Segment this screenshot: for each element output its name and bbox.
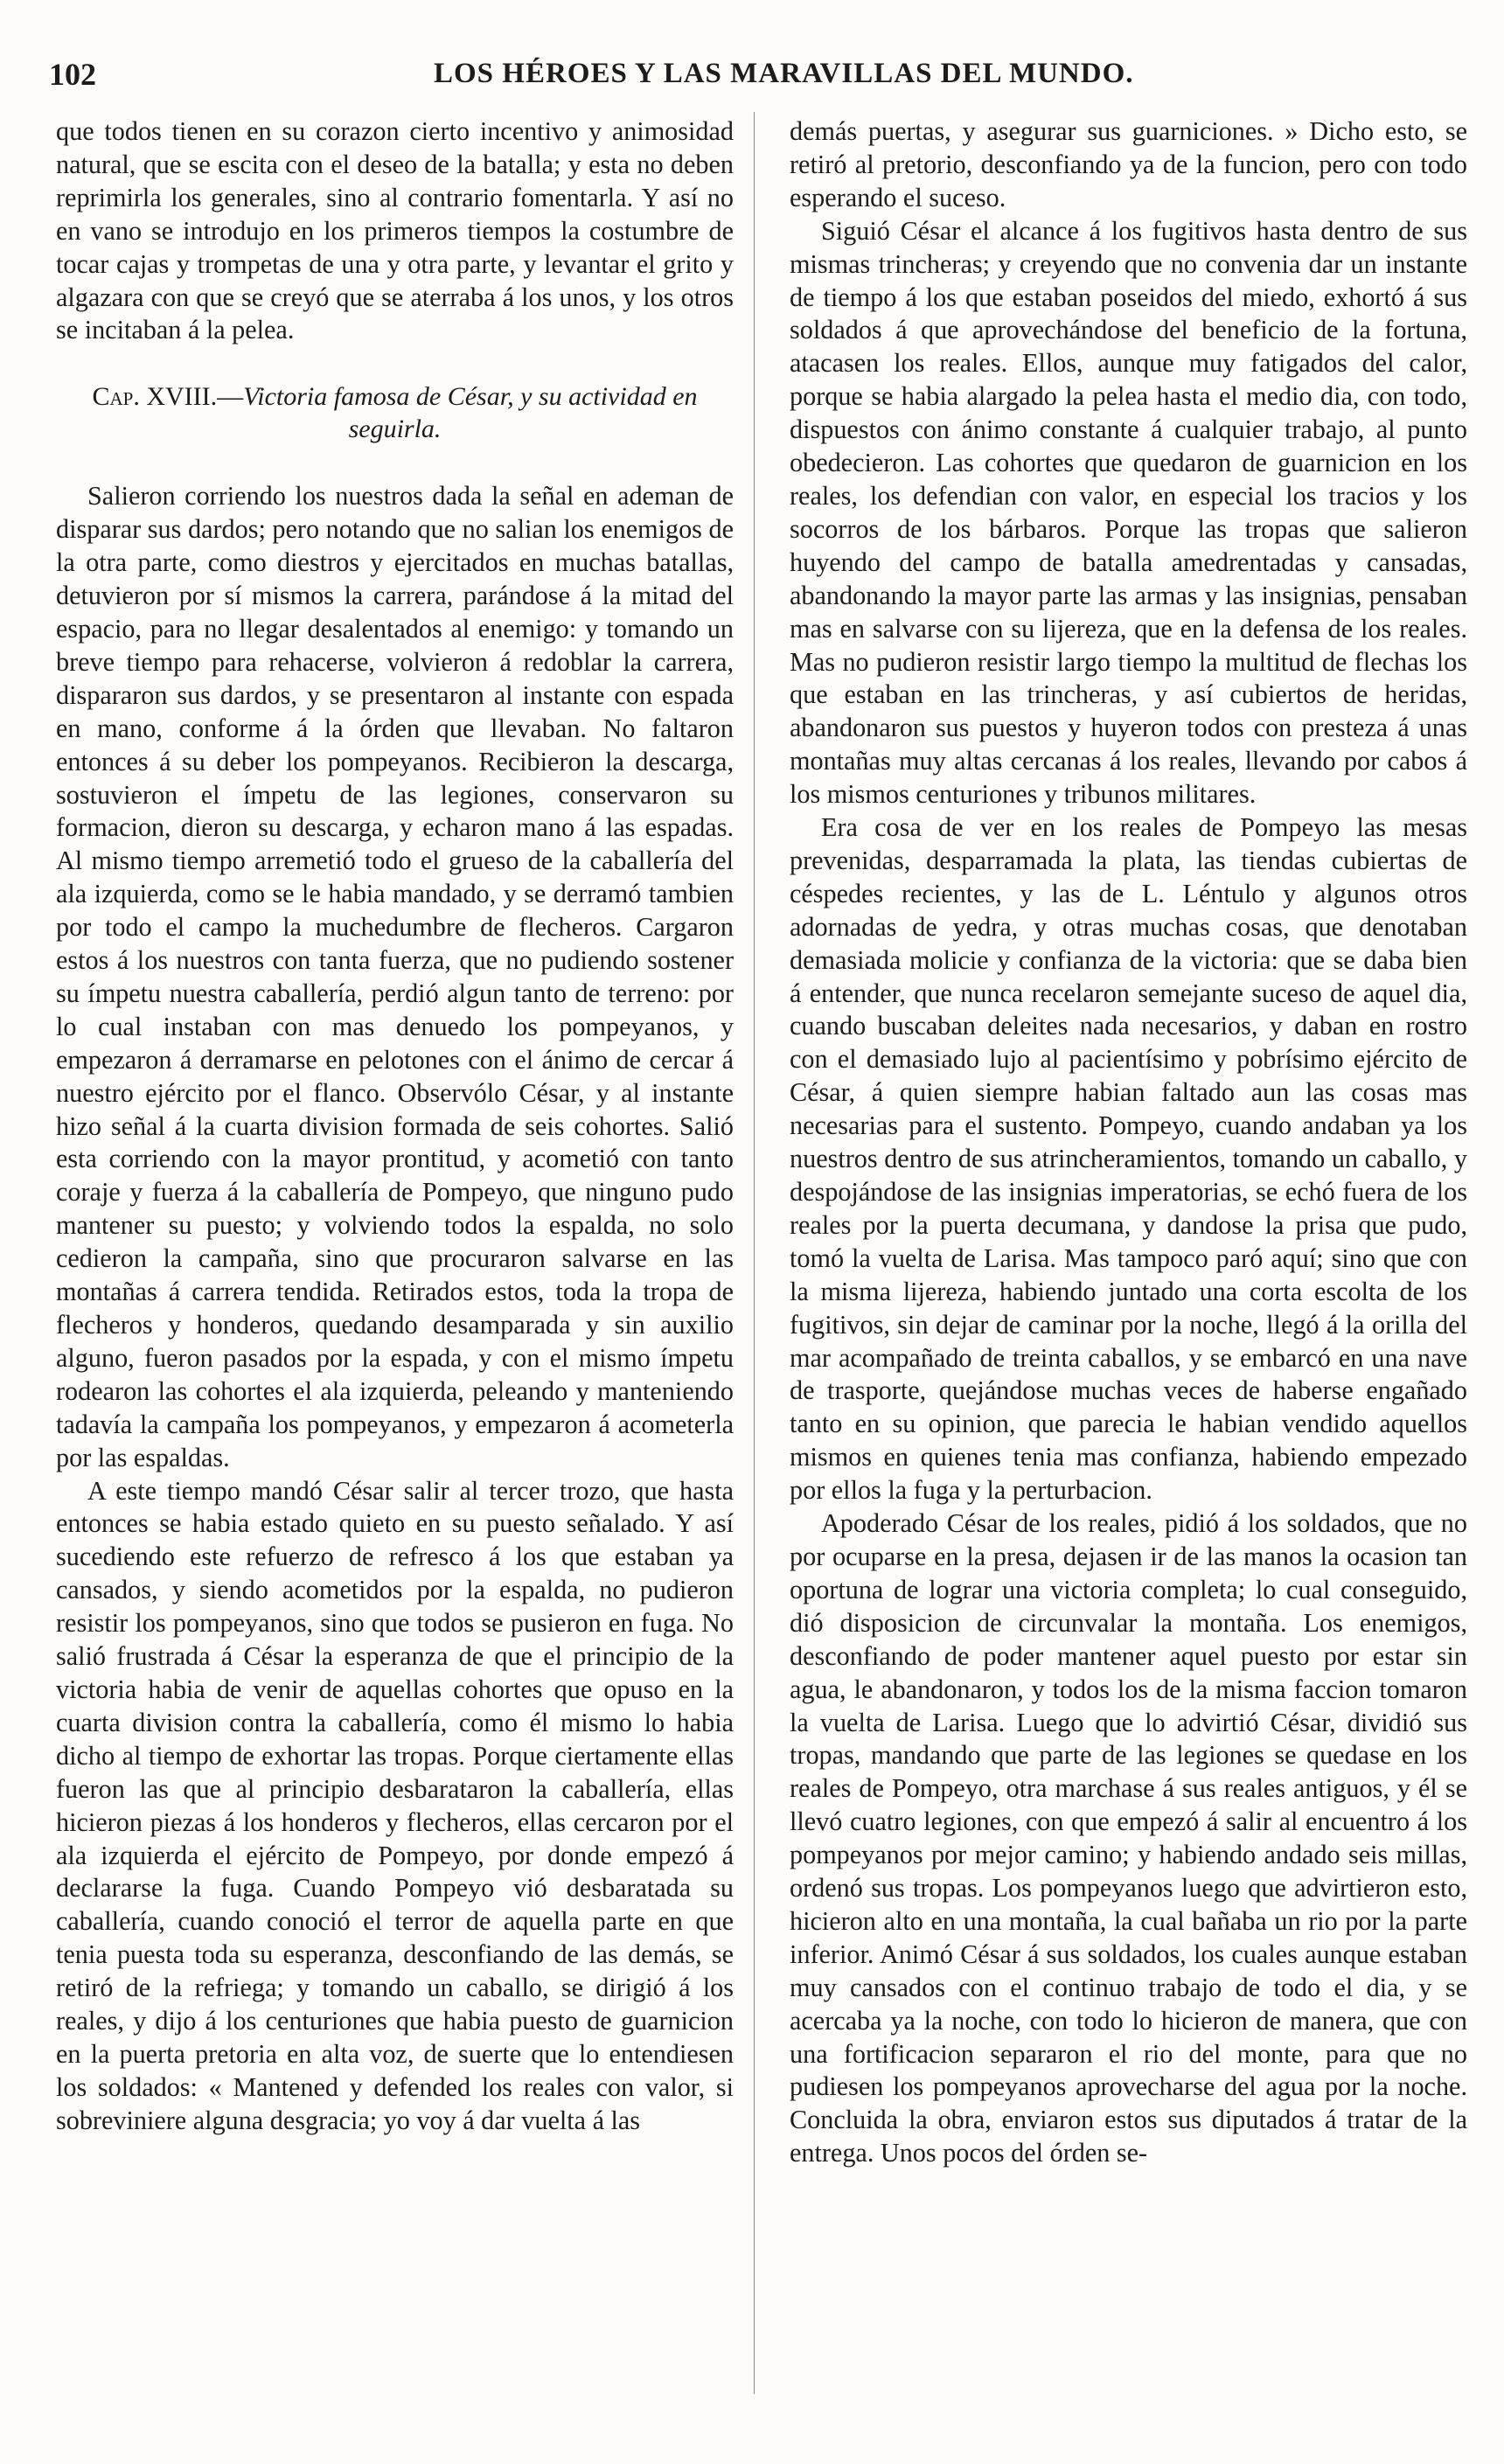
chapter-title: Victoria famosa de César, y su actividad en seguirla.	[243, 382, 698, 444]
right-column	[790, 115, 1467, 2170]
left-paragraph-2: Salieron corriendo los nuestros dada la señal en ademan de disparar sus dardos; pero notando que no salian los enemigos de la otra parte, como diestros y ejercitados en muchas batallas, detuvieron por sí mismos la carrera, parándose á la mitad del espacio, para no llegar desalentados al enemigo: y tomando un breve tiempo para rehacerse, volvieron á redoblar la carrera, dispararon sus dardos, y se presentaron al instante con espada en mano, conforme á la órden que llevaban. No faltaron entonces á su deber los pompeyanos. Recibieron la descarga, sostuvieron el ímpetu de las legiones, conservaron su formacion, dieron su descarga, y echaron mano á las espadas. Al mismo tiempo arremetió todo el grueso de la caballería del ala izquierda, como se le habia mandado, y se derramó tambien por todo el campo la muchedumbre de flecheros. Cargaron estos á los nuestros con tanta fuerza, que no pudiendo sostener su ímpetu nuestra caballería, perdió algun tanto de terreno: por lo cual instaban con mas denuedo los pompeyanos, y empezaron á derramarse en pelotones con el ánimo de cercar á nuestro ejército por el flanco. Observólo César, y al instante hizo señal á la cuarta division formada de seis cohortes. Salió esta corriendo con la mayor prontitud, y acometió con tanto coraje y fuerza á la caballería de Pompeyo, que ninguno pudo mantener su puesto; y volviendo todos la espalda, no solo cedieron la campaña, sino que procuraron salvarse en las montañas á carrera tendida. Retirados estos, toda la tropa de flecheros y honderos, quedando desamparada y sin auxilio alguno, fueron pasados por la espada, y con el mismo ímpetu rodearon las cohortes el ala izquierda, peleando y manteniendo tadavía la campaña los pompeyanos, y empezaron á acometerla por las espaldas.	[56, 481, 734, 1472]
page-number: 102	[49, 57, 96, 92]
left-paragraph-3: A este tiempo mandó César salir al tercer trozo, que hasta entonces se habia estado quieto en su puesto señalado. Y así sucediendo este refuerzo de refresco á los que estaban ya cansados, y siendo acometidos por la espalda, no pudieron resistir los pompeyanos, sino que todos se pusieron en fuga. No salió frustrada á César la esperanza de que el principio de la victoria habia de venir de aquellas cohortes que opuso en la cuarta division contra la caballería, como él mismo lo habia dicho al tiempo de exhortar las tropas. Porque ciertamente ellas fueron las que al principio desbarataron la caballería, ellas hicieron piezas á los honderos y flecheros, ellas cercaron por el ala izquierda el ejército de Pompeyo, por donde empezó á declararse la fuga. Cuando Pompeyo vió desbaratada su caballería, cuando conoció el terror de aquella parte en que tenia puesta toda su esperanza, desconfiando de las demás, se retiró de la refriega; y tomando un caballo, se dirigió á los reales, y dijo á los centuriones que habia puesto de guarnicion en la puerta pretoria en alta voz, de suerte que lo entendiesen los soldados: « Mantened y defended los reales con valor, si sobreviniere alguna desgracia; yo voy á dar vuelta á las	[56, 1475, 734, 2135]
chapter-label: Cap. XVIII.—	[92, 382, 244, 412]
left-column	[56, 115, 734, 2138]
right-paragraph-3: Era cosa de ver en los reales de Pompeyo las mesas prevenidas, desparramada la plata, las tiendas cubiertas de céspedes recientes, y las de L. Léntulo y algunos otros adornadas de yedra, y otras muchas cosas, que denotaban demasiada molicie y confianza de la victoria: que se daba bien á entender, que nunca recelaron semejante suceso de aquel dia, cuando buscaban deleites nada necesarios, y daban en rostro con el demasiado lujo al pacientísimo y pobrísimo ejército de César, á quien siempre habian faltado aun las cosas mas necesarias para el sustento. Pompeyo, cuando andaban ya los nuestros dentro de sus atrincheramientos, tomando un caballo, y despojándose de las insignias imperatorias, se echó fuera de los reales por la puerta decumana, y dandose la prisa que pudo, tomó la vuelta de Larisa. Mas tampoco paró aquí; sino que con la misma lijereza, habiendo juntado una corta escolta de los fugitivos, sin dejar de caminar por la noche, llegó á la orilla del mar acompañado de treinta caballos, y se embarcó en una nave de trasporte, quejándose muchas veces de haberse engañado tanto en su opinion, que parecia le habian vendido aquellos mismos en quienes tenia mas confianza, habiendo empezado por ellos la fuga y la perturbacion.	[790, 812, 1467, 1506]
running-title: LOS HÉROES Y LAS MARAVILLAS DEL MUNDO.	[434, 58, 1134, 89]
page-header	[49, 56, 1457, 108]
left-paragraph-1: que todos tienen en su corazon cierto incentivo y animosidad natural, que se escita con el deseo de la batalla; y esta no deben reprimirla los generales, sino al contrario fomentarla. Y así no en vano se introdujo en los primeros tiempos la costumbre de tocar cajas y trompetas de una y otra parte, y levantar el grito y algazara con que se creyó que se aterraba á los unos, y los otros se incitaban á la pelea.	[56, 116, 734, 345]
column-divider	[754, 112, 755, 2394]
right-paragraph-1: demás puertas, y asegurar sus guarniciones. » Dicho esto, se retiró al pretorio, desconfiando ya de la funcion, pero con todo esperando el suceso.	[790, 116, 1467, 212]
right-paragraph-4: Apoderado César de los reales, pidió á los soldados, que no por ocuparse en la presa, dejasen ir de las manos la ocasion tan oportuna de lograr una victoria completa; lo cual conseguido, dió disposicion de circunvalar la montaña. Los enemigos, desconfiando de poder mantener aquel puesto por estar sin agua, le abandonaron, y todos los de la misma faccion tomaron la vuelta de Larisa. Luego que lo advirtió César, dividió sus tropas, mandando que parte de las legiones se quedase en los reales de Pompeyo, otra marchase á sus reales antiguos, y él se llevó cuatro legiones, con que empezó á salir al encuentro á los pompeyanos por mejor camino; y habiendo andado seis millas, ordenó sus tropas. Los pompeyanos luego que advirtieron esto, hicieron alto en una montaña, la cual bañaba un rio por la parte inferior. Animó César á sus soldados, los cuales aunque estaban muy cansados con el continuo trabajo de todo el dia, y se acercaba ya la noche, con todo lo hicieron de manera, que con una fortificacion separaron el rio del monte, para que no pudiesen los pompeyanos aprovecharse del agua por la noche. Concluida la obra, enviaron estos sus diputados á tratar de la entrega. Unos pocos del órden se-	[790, 1508, 1467, 2168]
right-paragraph-2: Siguió César el alcance á los fugitivos hasta dentro de sus mismas trincheras; y creyendo que no convenia dar un instante de tiempo á los que estaban poseidos del miedo, exhortó á sus soldados á que aprovechándose del beneficio de la fortuna, atacasen los reales. Ellos, aunque muy fatigados del calor, porque se habia alargado la pelea hasta el medio dia, con todo, dispuestos con ánimo constante á cualquier trabajo, al punto obedecieron. Las cohortes que quedaron de guarnicion en los reales, los defendian con valor, en especial los tracios y los socorros de los bárbaros. Porque las tropas que salieron huyendo del campo de batalla amedrentadas y cansadas, abandonando la mayor parte las armas y las insignias, pensaban mas en salvarse con su lijereza, que en la defensa de los reales. Mas no pudieron resistir largo tiempo la multitud de flechas los que estaban en las trincheras, y así cubiertos de heridas, abandonaron sus puestos y huyeron todos con presteza á unas montañas muy altas cercanas á los reales, llevando por cabos á los mismos centuriones y tribunos militares.	[790, 215, 1467, 810]
chapter-heading	[56, 380, 734, 445]
